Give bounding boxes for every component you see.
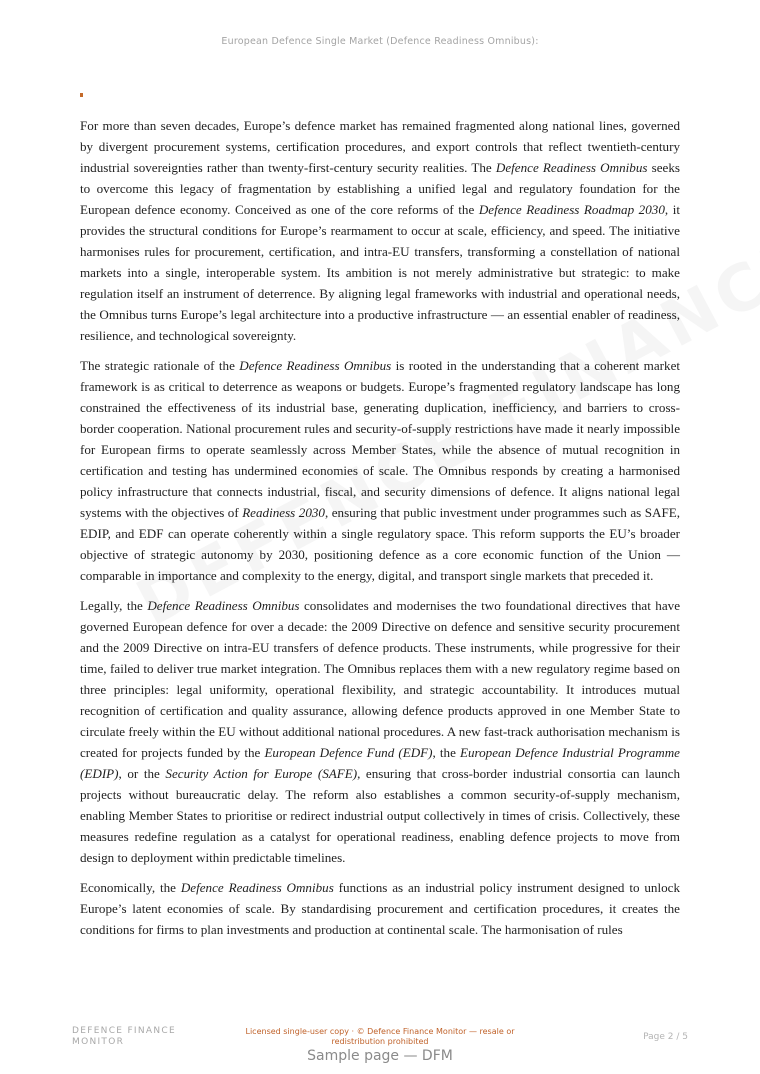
paragraph-1: For more than seven decades, Europe’s defence market has remained fragmented along national lines, governed by divergent procurement systems, certification procedures, and export controls that reflect twentieth-century industrial sovereignties rather than twenty-first-century security realities. The Defence Readiness Omnibus seeks to overcome this legacy of fragmentation by establishing a unified legal and regulatory foundation for the European defence economy. Conceived as one of the core reforms of the Defence Readiness Roadmap 2030, it provides the structural conditions for Europe’s rearmament to occur at scale, efficiency, and speed. The initiative harmonises rules for procurement, certification, and intra-EU transfers, transforming a constellation of national markets into a single, interoperable system. Its ambition is not merely administrative but strategic: to make regulation itself an instrument of deterrence. By aligning legal frameworks with industrial and operational needs, the Omnibus turns Europe’s legal architecture into a productive infrastructure — an essential enabler of readiness, resilience, and technological sovereignty. <box>80 118 681 343</box>
sample-page-label: Sample page — DFM <box>307 1048 453 1064</box>
footer-publisher: DEFENCE FINANCE MONITOR <box>72 1026 176 1047</box>
footer-page-number: Page 2 / 5 <box>643 1032 688 1042</box>
italic-term: Readiness 2030 <box>242 505 325 520</box>
paragraph-3: Legally, the Defence Readiness Omnibus consolidates and modernises the two foundational directives that have governed European defence for over a decade: the 2009 Directive on defence and sensitive security procurement and the 2009 Directive on intra-EU transfers of defence products. These instruments, while progressive for their time, failed to deliver true market integration. The Omnibus replaces them with a new regulatory regime based on three principles: legal uniformity, operational flexibility, and strategic accountability. It introduces mutual recognition of certification and quality assurance, allowing defence products approved in one Member State to circulate freely within the EU without additional national procedures. A new fast-track authorisation mechanism is created for projects funded by the European Defence Fund (EDF), the European Defence Industrial Programme (EDIP), or the Security Action for Europe (SAFE), ensuring that cross-border industrial consortia can launch projects without bureaucratic delay. The reform also establishes a common security-of-supply mechanism, enabling Member States to prioritise or redirect industrial output collectively in times of crisis. Collectively, these measures redefine regulation as a catalyst for operational readiness, enabling defence projects to move from design to deployment within predictable timelines. <box>80 598 681 865</box>
italic-term: Defence Readiness Roadmap 2030 <box>478 202 665 217</box>
italic-term: European Defence Industrial Programme (EDIP) <box>80 745 680 781</box>
running-header: European Defence Single Market (Defence Readiness Omnibus): <box>221 36 539 47</box>
section-accent-mark <box>80 93 83 97</box>
italic-term: Defence Readiness Omnibus <box>495 160 648 175</box>
article-body <box>80 115 680 949</box>
italic-term: Security Action for Europe (SAFE) <box>165 766 358 781</box>
italic-term: Defence Readiness Omnibus <box>239 358 392 373</box>
italic-term: Defence Readiness Omnibus <box>147 598 300 613</box>
italic-term: Defence Readiness Omnibus <box>180 880 334 895</box>
paragraph-2: The strategic rationale of the Defence Readiness Omnibus is rooted in the understanding that a coherent market framework is as critical to deterrence as weapons or budgets. Europe’s fragmented regulatory landscape has long constrained the effectiveness of its industrial base, generating duplication, inefficiency, and barriers to cross-border cooperation. National procurement rules and security-of-supply restrictions have made it nearly impossible for European firms to operate seamlessly across Member States, while the absence of mutual recognition in certification and testing has undermined economies of scale. The Omnibus responds by creating a harmonised policy infrastructure that connects industrial, fiscal, and security dimensions of defence. It aligns national legal systems with the objectives of Readiness 2030, ensuring that public investment under programmes such as SAFE, EDIP, and EDF can operate coherently within a single regulatory space. This reform supports the EU’s broader objective of strategic autonomy by 2030, positioning defence as a core economic function of the Union — comparable in importance and complexity to the energy, digital, and transport single markets that preceded it. <box>80 358 681 583</box>
italic-term: European Defence Fund (EDF) <box>264 745 433 760</box>
paragraph-4: Economically, the Defence Readiness Omnibus functions as an industrial policy instrument designed to unlock Europe’s latent economies of scale. By standardising procurement and certification procedures, it creates the conditions for firms to plan investments and production at continental scale. The harmonisation of rules <box>80 880 681 937</box>
footer-license-notice: Licensed single-user copy · © Defence Finance Monitor — resale or redistribution prohibited <box>245 1027 515 1046</box>
